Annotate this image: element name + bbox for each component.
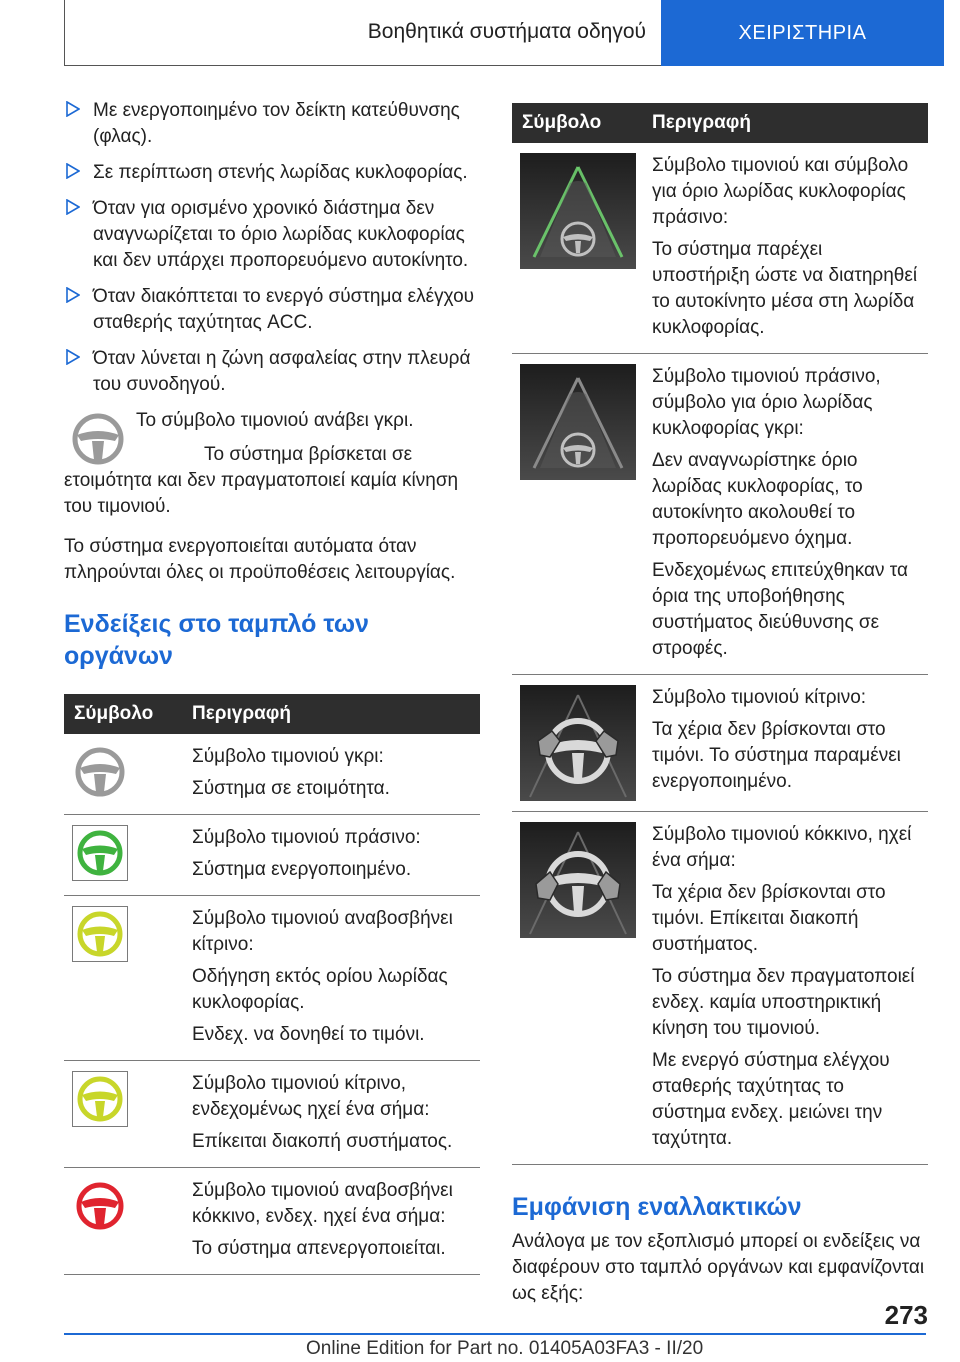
condition-list xyxy=(64,98,480,398)
triangle-bullet-icon xyxy=(66,101,80,117)
table-row: Σύμβολο τιμονιού κίτρινο: Τα χέρια δεν βρίσκονται στο τιμόνι. Το σύστημα παραμένει ενεργοποιημένο. xyxy=(512,675,928,812)
right-column xyxy=(512,103,928,1307)
page-number: 273 xyxy=(884,1300,928,1330)
steering-wheel-yellow-flashing-icon xyxy=(72,906,128,962)
col-header-symbol: Σύμβολο xyxy=(64,694,184,734)
table-row: Σύμβολο τιμονιού πράσινο: Σύστημα ενεργοποιημένο. xyxy=(64,815,480,896)
col-header-description: Περιγραφή xyxy=(184,694,480,734)
hands-on-wheel-yellow-icon xyxy=(520,685,636,801)
left-column xyxy=(64,98,480,1275)
triangle-bullet-icon xyxy=(66,163,80,179)
table-row: Σύμβολο τιμονιού και σύμβολο για όριο λωρίδας κυκλοφορίας πράσινο: Το σύστημα παρέχει υποστήριξη ώστε να διατηρηθεί το αυτοκίνητο μέσα στη λωρίδα κυκλοφορίας. xyxy=(512,143,928,354)
steering-wheel-red-icon xyxy=(72,1178,128,1234)
list-item: Όταν λύνεται η ζώνη ασφαλείας στην πλευρά του συνοδηγού. xyxy=(64,346,480,398)
col-header-symbol: Σύμβολο xyxy=(512,103,644,143)
table-row: Σύμβολο τιμονιού κίτρινο, ενδεχομένως ηχεί ένα σήμα: Επίκειται διακοπή συστήματος. xyxy=(64,1061,480,1168)
indicator-table-lane xyxy=(512,103,928,1165)
steering-wheel-green-icon xyxy=(72,825,128,881)
alternatives-text: Ανάλογα με τον εξοπλισμό μπορεί οι ενδείξεις να διαφέρουν στο ταμπλό οργάνων και εμφανίζονται ως εξής: xyxy=(512,1231,925,1304)
auto-activation-text: Το σύστημα ενεργοποιείται αυτόματα όταν πληρούνται όλες οι προϋποθέσεις λειτουργίας. xyxy=(64,536,456,583)
list-item: Σε περίπτωση στενής λωρίδας κυκλοφορίας. xyxy=(64,160,480,186)
footer-divider xyxy=(64,1333,926,1335)
section-tab[interactable]: ΧΕΙΡΙΣΤΗΡΙΑ xyxy=(661,0,944,66)
section-heading: Ενδείξεις στο ταμπλό των οργάνων xyxy=(64,610,369,670)
info-block xyxy=(64,408,480,520)
triangle-bullet-icon xyxy=(66,349,80,365)
steering-wheel-yellow-icon xyxy=(72,1071,128,1127)
table-row: Σύμβολο τιμονιού γκρι: Σύστημα σε ετοιμότητα. xyxy=(64,734,480,815)
table-row: Σύμβολο τιμονιού κόκκινο, ηχεί ένα σήμα: Τα χέρια δεν βρίσκονται στο τιμόνι. Επίκειται διακοπή συστήματος. Το σύστημα δεν πραγματοποιεί ενδεχ. καμία υποστηρικτική κίνηση του τιμονιού. Με ενεργό σύστημα ελέγχου σταθερής ταχύτητας το σύστημα ενδεχ. μειώνει την ταχύτητα. xyxy=(512,812,928,1165)
info-text-1: Το σύμβολο τιμονιού ανάβει γκρι. xyxy=(136,410,414,431)
list-item: Όταν διακόπτεται το ενεργό σύστημα ελέγχου σταθερής ταχύτητας ACC. xyxy=(64,284,480,336)
chapter-title: Βοηθητικά συστήματα οδηγού xyxy=(367,20,646,43)
list-item: Όταν για ορισμένο χρονικό διάστημα δεν αναγνωρίζεται το όριο λωρίδας κυκλοφορίας και δεν υπάρχει προπορευόμενο αυτοκίνητο. xyxy=(64,196,480,274)
triangle-bullet-icon xyxy=(66,199,80,215)
lane-steering-grey-lines-icon xyxy=(520,364,636,480)
lane-steering-green-lines-icon xyxy=(520,153,636,269)
section-heading-alternatives: Εμφάνιση εναλλακτικών xyxy=(512,1193,802,1221)
edition-text: Online Edition for Part no. 01405A03FA3 - II/20 xyxy=(306,1338,704,1359)
table-row: Σύμβολο τιμονιού πράσινο, σύμβολο για όριο λωρίδας κυκλοφορίας γκρι: Δεν αναγνωρίστηκε όριο λωρίδας κυκλοφορίας, το αυτοκίνητο ακολουθεί το προπορευόμενο όχημα. Ενδεχομένως επιτεύχθηκαν τα όρια της υποβοήθησης συστήματος διεύθυνσης σε στροφές. xyxy=(512,354,928,675)
table-row: Σύμβολο τιμονιού αναβοσβήνει κόκκινο, ενδεχ. ηχεί ένα σήμα: Το σύστημα απενεργοποιείται. xyxy=(64,1168,480,1275)
indicator-table xyxy=(64,694,480,1275)
hands-on-wheel-red-icon xyxy=(520,822,636,938)
steering-wheel-grey-icon xyxy=(72,744,128,800)
steering-wheel-grey-icon xyxy=(68,410,128,468)
info-text-2: Το σύστημα βρίσκεται σε ετοιμότητα και δεν πραγματοποιεί καμία κίνηση του τιμονιού. xyxy=(64,444,459,517)
triangle-bullet-icon xyxy=(66,287,80,303)
table-row: Σύμβολο τιμονιού αναβοσβήνει κίτρινο: Οδήγηση εκτός ορίου λωρίδας κυκλοφορίας. Ενδεχ. να δονηθεί το τιμόνι. xyxy=(64,896,480,1061)
list-item: Με ενεργοποιημένο τον δείκτη κατεύθυνσης (φλας). xyxy=(64,98,480,150)
col-header-description: Περιγραφή xyxy=(644,103,928,143)
